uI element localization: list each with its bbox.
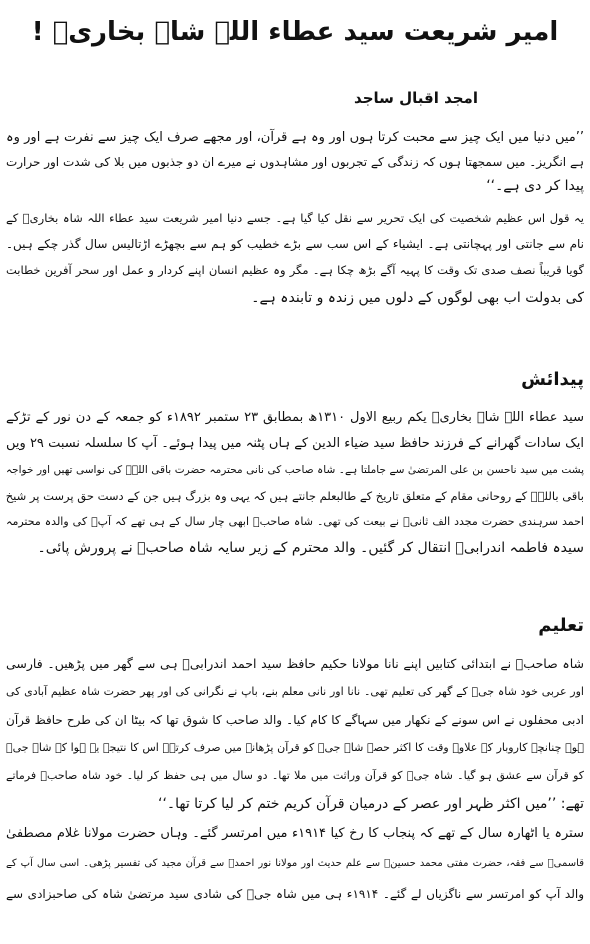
birth-line: ایک سادات گھرانے کے فرزند حافظ سید ضیاء الدین کے ہاں پٹنہ میں پیدا ہوئے۔ آپ کا سلسلہ نسبت ۲۹ ویں bbox=[6, 436, 584, 451]
intro-line: پیدا کر دی ہے۔‘‘ bbox=[486, 178, 584, 194]
section-heading-education: تعلیم bbox=[538, 615, 584, 636]
birth-line: احمد سرہندی حضرت مجدد الف ثانیؒ نے بیعت کی تھی۔ شاہ صاحبؒ ابھی چار سال کے ہی تھے کہ آپؒ کی والدہ محترمہ bbox=[6, 515, 584, 528]
education-line: تھے: ’’میں اکثر ظہر اور عصر کے درمیان قرآن کریم ختم کر لیا کرتا تھا۔‘‘ bbox=[158, 796, 584, 812]
intro-line: گویا قریباً نصف صدی تک وقت کا پہیہ آگے بڑھ چکا ہے۔ مگر وہ عظیم انسان اپنے کردار و عمل اور سحر آفرین خطابت bbox=[6, 263, 584, 277]
education-line: قاسمیؒ سے فقہ، حضرت مفتی محمد حسینؒ سے علم حدیث اور مولانا نور احمدؒ سے قرآن مجید کی تفسیر پڑھی۔ اسی سال آپ کے bbox=[6, 858, 584, 869]
intro-line: نام سے جانتی اور پہچانتی ہے۔ ایشیاء کے اس سب سے بڑے خطیب کو ہم سے بچھڑے اڑتالیس سال گذر چکے ہیں۔ bbox=[6, 237, 584, 251]
section-heading-birth: پیدائش bbox=[521, 369, 584, 390]
education-line: شاہ صاحبؒ نے ابتدائی کتابیں اپنے نانا مولانا حکیم حافظ سید احمد اندرابیؒ ہی سے گھر میں پڑھیں۔ فارسی bbox=[6, 656, 584, 671]
education-line: ادبی محفلوں نے اس سونے کے نکھار میں سہاگے کا کام کیا۔ والد صاحب کا شوق تھا کہ بیٹا ان کی طرح حافظ قرآن bbox=[6, 713, 584, 727]
intro-line: کی بدولت اب بھی لوگوں کے دلوں میں زندہ و تابندہ ہے۔ bbox=[251, 290, 584, 306]
education-line: سترہ یا اٹھارہ سال کے تھے کہ پنجاب کا رخ کیا ۱۹۱۴ء میں امرتسر گئے۔ وہاں حضرت مولانا غلام مصطفیٰ bbox=[6, 826, 584, 841]
author-name: امجد اقبال ساجد bbox=[354, 89, 478, 107]
intro-line: ’’میں دنیا میں ایک چیز سے محبت کرتا ہوں اور وہ ہے قرآن، اور مجھے صرف ایک چیز سے نفرت ہے اور وہ bbox=[6, 130, 584, 145]
birth-line: باقی باللہؒ کے روحانی مقام کے متعلق تاریخ کے طالبعلم جانتے ہیں کہ یہی وہ بزرگ ہیں جن کے دست حق پرست پر شیخ bbox=[6, 489, 584, 503]
article-title: امیر شریعت سید عطاء اللہ شاہ بخاریؒ ! bbox=[31, 17, 559, 47]
education-line: کو قرآن سے عشق ہو گیا۔ شاہ جیؒ کو قرآن وراثت میں ملا تھا۔ دو سال میں ہی حفظ کر لیا۔ خود شاہ صاحبؒ فرماتے bbox=[6, 769, 584, 782]
intro-line: یہ قول اس عظیم شخصیت کی ایک تحریر سے نقل کیا گیا ہے۔ جسے دنیا امیر شریعت سید عطاء اللہ شاہ بخاریؒ کے bbox=[6, 211, 584, 225]
education-line: والد آپ کو امرتسر سے ناگزیاں لے گئے۔ ۱۹۱۴ء ہی میں شاہ جیؒ کی شادی سید مرتضیٰ شاہ کی صاحبزادی سے bbox=[6, 887, 584, 901]
birth-line: سید عطاء اللہ شاہ بخاریؒ یکم ربیع الاول ۱۳۱۰ھ بمطابق ۲۳ ستمبر ۱۸۹۲ء کو جمعہ کے دن نور کے تڑکے bbox=[6, 410, 584, 425]
birth-line: پشت میں سید ناحسن بن علی المرتضیٰ سے جاملتا ہے۔ شاہ صاحب کی نانی محترمہ حضرت باقی اللہؒ کی نواسی تھیں اور خواجہ bbox=[6, 464, 584, 476]
intro-line: ہے انگریز۔ میں سمجھتا ہوں کہ زندگی کے تجربوں اور مشاہدوں نے میرے ان دو جذبوں میں بلا کی شدت اور حرارت bbox=[6, 155, 584, 169]
birth-line: سیدہ فاطمہ اندرابیؒ انتقال کر گئیں۔ والد محترم کے زیر سایہ شاہ صاحبؒ نے پرورش پائی۔ bbox=[37, 540, 584, 556]
education-line: ہو۔ چنانچہ کاروبار کے علاوہ وقت کا اکثر حصہ شاہ جیؒ کو قرآن پڑھانے میں صرف کرتے۔ اس کا نتیجہ یہ ہوا کہ شاہ جیؒ bbox=[6, 741, 584, 754]
education-line: اور عربی خود شاہ جیؒ کے گھر کی تعلیم تھی۔ نانا اور نانی معلم بنے، باپ نے نگرانی کی اور پھر حضرت شاہ عظیم آبادی کی bbox=[6, 685, 584, 698]
